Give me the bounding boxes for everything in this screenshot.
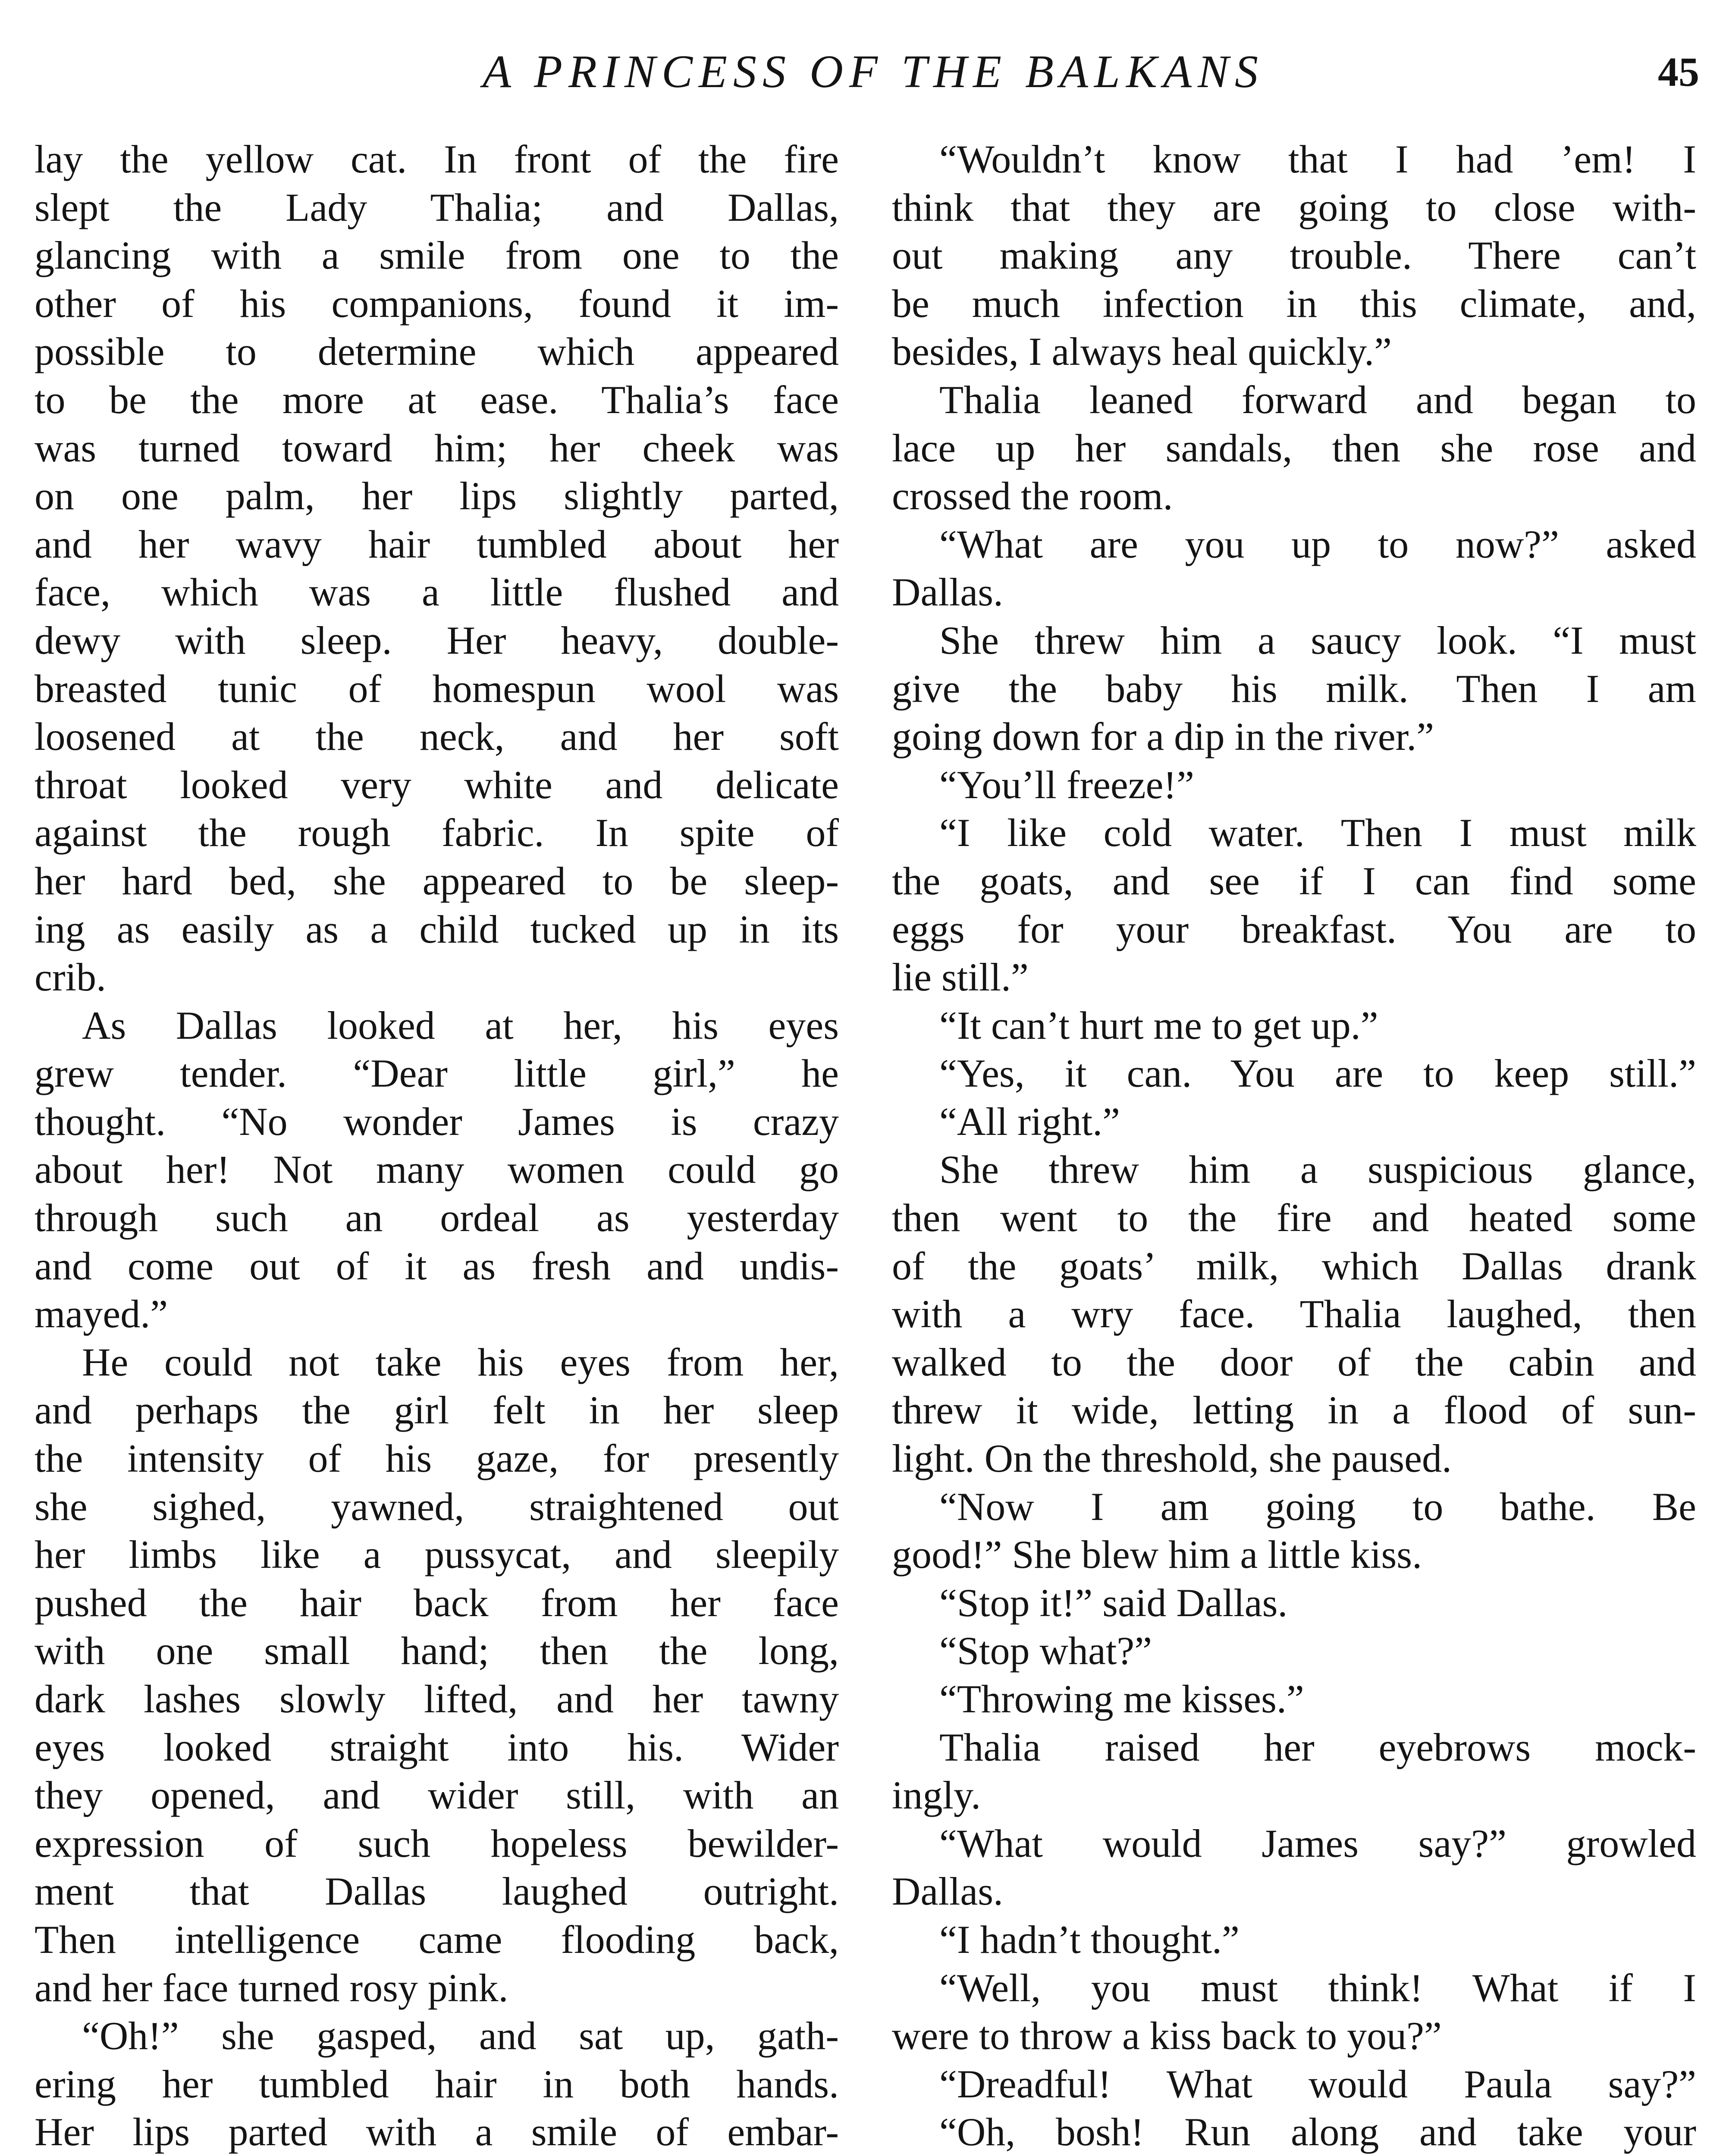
text-line: glancing with a smile from one to the xyxy=(35,233,839,278)
text-line: lie still.” xyxy=(892,955,1029,1000)
text-line: “What would James say?” growled xyxy=(939,1821,1696,1865)
text-line: were to throw a kiss back to you?” xyxy=(892,2014,1442,2058)
text-line: “Dreadful! What would Paula say?” xyxy=(939,2062,1696,2106)
text-line: lace up her sandals, then she rose and xyxy=(892,426,1696,470)
text-line: dark lashes slowly lifted, and her tawny xyxy=(35,1677,839,1721)
text-line: “Now I am going to bathe. Be xyxy=(939,1484,1696,1529)
text-line: on one palm, her lips slightly parted, xyxy=(35,474,839,518)
text-line: to be the more at ease. Thalia’s face xyxy=(35,377,839,422)
text-line: with a wry face. Thalia laughed, then xyxy=(892,1292,1696,1336)
text-line: light. On the threshold, she paused. xyxy=(892,1436,1452,1481)
text-line: then went to the fire and heated some xyxy=(892,1196,1696,1240)
text-line: give the baby his milk. Then I am xyxy=(892,666,1696,711)
left-text-column xyxy=(35,135,839,2156)
text-line: and her face turned rosy pink. xyxy=(35,1965,508,2010)
text-line: As Dallas looked at her, his eyes xyxy=(82,1003,839,1047)
text-line: “I hadn’t thought.” xyxy=(939,1917,1240,1962)
text-line: ment that Dallas laughed outright. xyxy=(35,1869,839,1914)
text-line: walked to the door of the cabin and xyxy=(892,1340,1696,1384)
text-line: “All right.” xyxy=(939,1099,1120,1144)
text-line: through such an ordeal as yesterday xyxy=(35,1196,839,1240)
text-line: with one small hand; then the long, xyxy=(35,1629,839,1673)
text-line: She threw him a saucy look. “I must xyxy=(939,618,1696,662)
text-line: Thalia raised her eyebrows mock- xyxy=(939,1725,1696,1769)
text-line: slept the Lady Thalia; and Dallas, xyxy=(35,185,839,229)
text-line: dewy with sleep. Her heavy, double- xyxy=(35,618,839,662)
text-line: Dallas. xyxy=(892,570,1004,614)
text-line: she sighed, yawned, straightened out xyxy=(35,1484,839,1529)
running-head xyxy=(0,40,1726,104)
text-line: and her wavy hair tumbled about her xyxy=(35,522,839,566)
text-line: good!” She blew him a little kiss. xyxy=(892,1532,1422,1577)
text-line: “Throwing me kisses.” xyxy=(939,1677,1304,1721)
text-line: possible to determine which appeared xyxy=(35,329,839,374)
text-line: He could not take his eyes from her, xyxy=(82,1340,839,1384)
text-line: her limbs like a pussycat, and sleepily xyxy=(35,1532,839,1577)
text-line: “Stop what?” xyxy=(939,1629,1152,1673)
text-line: “Wouldn’t know that I had ’em! I xyxy=(939,137,1696,181)
text-line: loosened at the neck, and her soft xyxy=(35,714,839,759)
text-line: ering her tumbled hair in both hands. xyxy=(35,2062,839,2106)
text-line: face, which was a little flushed and xyxy=(35,570,839,614)
text-line: against the rough fabric. In spite of xyxy=(35,811,839,855)
text-line: ingly. xyxy=(892,1773,981,1818)
text-line: the intensity of his gaze, for presently xyxy=(35,1436,839,1481)
text-line: about her! Not many women could go xyxy=(35,1147,839,1192)
text-line: “You’ll freeze!” xyxy=(939,762,1194,807)
page-number: 45 xyxy=(1658,49,1699,95)
text-line: throat looked very white and delicate xyxy=(35,762,839,807)
text-line: out making any trouble. There can’t xyxy=(892,233,1696,278)
text-line: “Oh, bosh! Run along and take your xyxy=(939,2110,1696,2154)
text-line: breasted tunic of homespun wool was xyxy=(35,666,839,711)
text-line: “I like cold water. Then I must milk xyxy=(939,811,1696,855)
text-line: and come out of it as fresh and undis- xyxy=(35,1244,839,1288)
text-line: her hard bed, she appeared to be sleep- xyxy=(35,859,839,903)
text-line: lay the yellow cat. In front of the fire xyxy=(35,137,839,181)
text-line: Dallas. xyxy=(892,1869,1004,1914)
text-line: pushed the hair back from her face xyxy=(35,1580,839,1625)
text-line: going down for a dip in the river.” xyxy=(892,714,1434,759)
text-line: eggs for your breakfast. You are to xyxy=(892,907,1696,951)
text-line: eyes looked straight into his. Wider xyxy=(35,1725,839,1769)
text-line: mayed.” xyxy=(35,1292,168,1336)
text-line: they opened, and wider still, with an xyxy=(35,1773,839,1818)
text-line: “What are you up to now?” asked xyxy=(939,522,1696,566)
text-line: thought. “No wonder James is crazy xyxy=(35,1099,839,1144)
text-line: was turned toward him; her cheek was xyxy=(35,426,839,470)
running-title: A PRINCESS OF THE BALKANS xyxy=(482,46,1264,97)
text-line: crossed the room. xyxy=(892,474,1173,518)
text-line: Her lips parted with a smile of embar- xyxy=(35,2110,839,2154)
text-line: “Yes, it can. You are to keep still.” xyxy=(939,1051,1696,1096)
text-line: be much infection in this climate, and, xyxy=(892,281,1696,326)
text-line: ing as easily as a child tucked up in its xyxy=(35,907,839,951)
text-line: expression of such hopeless bewilder- xyxy=(35,1821,839,1865)
text-line: crib. xyxy=(35,955,107,1000)
text-line: Then intelligence came flooding back, xyxy=(35,1917,839,1962)
text-line: threw it wide, letting in a flood of sun- xyxy=(892,1388,1696,1432)
text-line: “Well, you must think! What if I xyxy=(939,1965,1696,2010)
text-line: other of his companions, found it im- xyxy=(35,281,839,326)
right-text-column xyxy=(892,135,1696,2156)
text-line: “Stop it!” said Dallas. xyxy=(939,1580,1288,1625)
text-line: grew tender. “Dear little girl,” he xyxy=(35,1051,839,1096)
text-line: think that they are going to close with- xyxy=(892,185,1696,229)
text-line: besides, I always heal quickly.” xyxy=(892,329,1392,374)
text-line: She threw him a suspicious glance, xyxy=(939,1147,1696,1192)
text-line: of the goats’ milk, which Dallas drank xyxy=(892,1244,1696,1288)
text-line: and perhaps the girl felt in her sleep xyxy=(35,1388,839,1432)
text-line: “It can’t hurt me to get up.” xyxy=(939,1003,1378,1047)
text-line: “Oh!” she gasped, and sat up, gath- xyxy=(82,2014,839,2058)
text-line: the goats, and see if I can find some xyxy=(892,859,1696,903)
text-line: Thalia leaned forward and began to xyxy=(939,377,1696,422)
